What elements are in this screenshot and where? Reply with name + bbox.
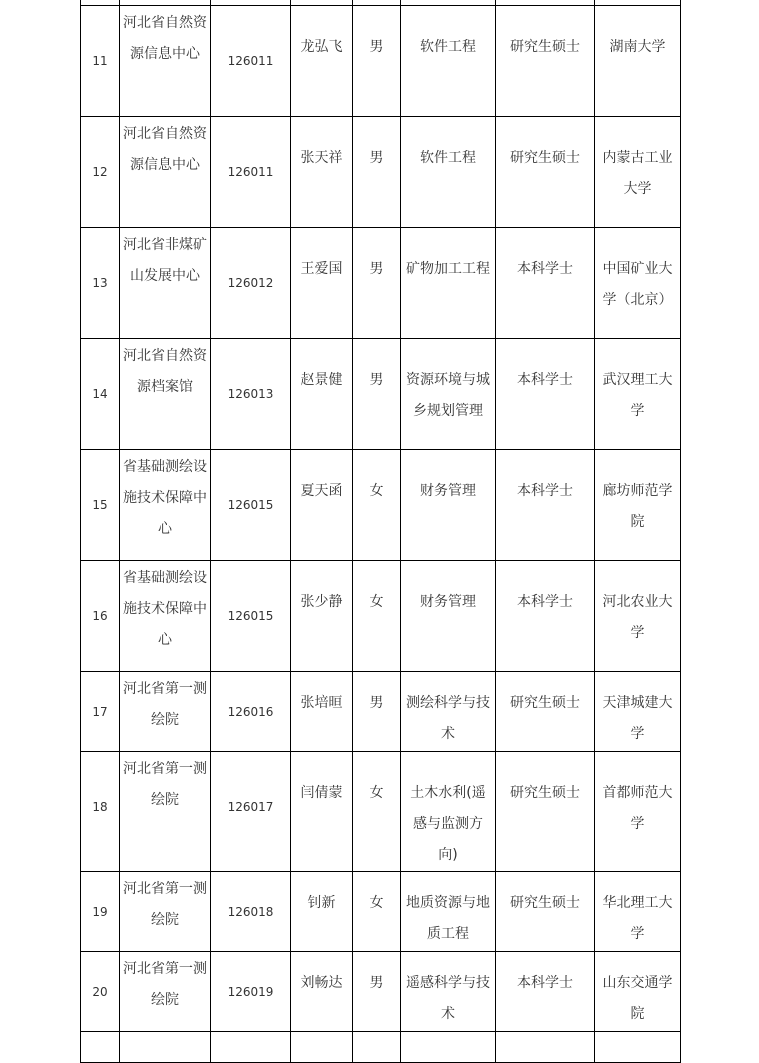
table-row — [81, 561, 681, 672]
gender-cell — [353, 752, 401, 872]
gender-cell-text: 男 — [369, 695, 384, 711]
unit-cell-text: 省基础测绘设施技术保障中心 — [123, 570, 207, 648]
row-number-cell — [81, 952, 120, 1032]
row-number-cell-text: 14 — [92, 387, 108, 401]
gender-cell-text: 女 — [369, 594, 384, 610]
major-cell — [401, 672, 496, 752]
row-number-cell — [81, 672, 120, 752]
unit-cell — [120, 872, 211, 952]
major-cell — [401, 1032, 496, 1063]
school-cell-text: 山东交通学院 — [602, 975, 673, 1022]
position-code-cell-text: 126011 — [227, 165, 274, 179]
position-code-cell-text: 126015 — [227, 498, 274, 512]
table-row — [81, 672, 681, 752]
gender-cell-text: 男 — [369, 150, 384, 166]
position-code-cell — [211, 117, 291, 228]
school-cell — [595, 117, 681, 228]
degree-cell — [496, 672, 595, 752]
gender-cell — [353, 952, 401, 1032]
person-name-cell-text: 王爱国 — [300, 261, 343, 277]
table-row — [81, 339, 681, 450]
degree-cell — [496, 952, 595, 1032]
row-number-cell-text: 11 — [92, 54, 108, 68]
school-cell-text: 首都师范大学 — [602, 785, 673, 832]
school-cell-text: 华北理工大学 — [602, 895, 673, 942]
major-cell-text: 财务管理 — [420, 594, 476, 610]
degree-cell-text: 研究生硕士 — [510, 895, 580, 911]
school-cell — [595, 6, 681, 117]
unit-cell — [120, 6, 211, 117]
position-code-cell — [211, 339, 291, 450]
degree-cell-text: 研究生硕士 — [510, 150, 580, 166]
major-cell — [401, 117, 496, 228]
gender-cell-text: 男 — [369, 39, 384, 55]
person-name-cell-text: 张少静 — [300, 594, 343, 610]
row-number-cell-text: 15 — [92, 498, 108, 512]
table-row — [81, 1032, 681, 1063]
school-cell — [595, 561, 681, 672]
gender-cell-text: 女 — [369, 895, 384, 911]
major-cell — [401, 450, 496, 561]
gender-cell — [353, 228, 401, 339]
table-body — [81, 0, 681, 1063]
school-cell-text: 河北农业大学 — [602, 594, 673, 641]
gender-cell — [353, 561, 401, 672]
school-cell — [595, 672, 681, 752]
degree-cell — [496, 117, 595, 228]
degree-cell — [496, 1032, 595, 1063]
person-name-cell — [291, 228, 353, 339]
personnel-table — [80, 0, 681, 1063]
unit-cell — [120, 339, 211, 450]
unit-cell-text: 河北省自然资源信息中心 — [123, 15, 207, 62]
unit-cell-text: 河北省第一测绘院 — [123, 761, 207, 808]
row-number-cell-text: 12 — [92, 165, 108, 179]
person-name-cell-text: 龙弘飞 — [300, 39, 343, 55]
position-code-cell-text: 126019 — [227, 985, 274, 999]
position-code-cell-text: 126017 — [227, 800, 274, 814]
table-row — [81, 6, 681, 117]
position-code-cell-text: 126015 — [227, 609, 274, 623]
gender-cell — [353, 450, 401, 561]
table-row — [81, 872, 681, 952]
gender-cell — [353, 117, 401, 228]
unit-cell-text: 省基础测绘设施技术保障中心 — [123, 459, 207, 537]
unit-cell-text: 河北省自然资源信息中心 — [123, 126, 207, 173]
gender-cell-text: 男 — [369, 261, 384, 277]
table-row — [81, 117, 681, 228]
person-name-cell — [291, 672, 353, 752]
major-cell-text: 遥感科学与技术 — [406, 975, 490, 1022]
row-number-cell-text: 13 — [92, 276, 108, 290]
degree-cell-text: 本科学士 — [517, 372, 573, 388]
table-row — [81, 752, 681, 872]
unit-cell — [120, 672, 211, 752]
gender-cell-text: 男 — [369, 372, 384, 388]
person-name-cell — [291, 6, 353, 117]
table-row — [81, 450, 681, 561]
major-cell-text: 矿物加工工程 — [406, 261, 490, 277]
major-cell — [401, 6, 496, 117]
degree-cell — [496, 6, 595, 117]
person-name-cell — [291, 339, 353, 450]
major-cell — [401, 561, 496, 672]
major-cell — [401, 339, 496, 450]
row-number-cell-text: 19 — [92, 905, 108, 919]
gender-cell — [353, 672, 401, 752]
person-name-cell — [291, 752, 353, 872]
unit-cell-text: 河北省第一测绘院 — [123, 881, 207, 928]
major-cell-text: 地质资源与地质工程 — [406, 895, 490, 942]
school-cell-text: 廊坊师范学院 — [602, 483, 673, 530]
major-cell — [401, 228, 496, 339]
row-number-cell-text: 18 — [92, 800, 108, 814]
major-cell-text: 软件工程 — [420, 150, 476, 166]
row-number-cell-text: 17 — [92, 705, 108, 719]
table-row — [81, 228, 681, 339]
position-code-cell-text: 126013 — [227, 387, 274, 401]
degree-cell — [496, 450, 595, 561]
row-number-cell — [81, 450, 120, 561]
degree-cell — [496, 752, 595, 872]
degree-cell — [496, 561, 595, 672]
gender-cell-text: 女 — [369, 483, 384, 499]
school-cell — [595, 752, 681, 872]
row-number-cell — [81, 6, 120, 117]
position-code-cell-text: 126018 — [227, 905, 274, 919]
major-cell-text: 土木水利(遥感与监测方向) — [410, 785, 486, 863]
person-name-cell-text: 刘畅达 — [300, 975, 343, 991]
degree-cell — [496, 339, 595, 450]
row-number-cell — [81, 1032, 120, 1063]
unit-cell — [120, 450, 211, 561]
position-code-cell — [211, 6, 291, 117]
degree-cell-text: 研究生硕士 — [510, 785, 580, 801]
row-number-cell — [81, 339, 120, 450]
school-cell — [595, 952, 681, 1032]
degree-cell — [496, 228, 595, 339]
person-name-cell — [291, 450, 353, 561]
person-name-cell — [291, 561, 353, 672]
person-name-cell-text: 钊新 — [307, 895, 336, 911]
major-cell — [401, 752, 496, 872]
major-cell-text: 财务管理 — [420, 483, 476, 499]
position-code-cell-text: 126011 — [227, 54, 274, 68]
table-row — [81, 952, 681, 1032]
degree-cell-text: 本科学士 — [517, 261, 573, 277]
position-code-cell — [211, 752, 291, 872]
unit-cell — [120, 561, 211, 672]
position-code-cell — [211, 872, 291, 952]
school-cell-text: 内蒙古工业大学 — [602, 150, 673, 197]
position-code-cell — [211, 561, 291, 672]
position-code-cell-text: 126016 — [227, 705, 274, 719]
position-code-cell-text: 126012 — [227, 276, 274, 290]
unit-cell — [120, 228, 211, 339]
person-name-cell-text: 赵景健 — [300, 372, 343, 388]
row-number-cell — [81, 117, 120, 228]
row-number-cell — [81, 228, 120, 339]
position-code-cell — [211, 1032, 291, 1063]
unit-cell-text: 河北省非煤矿山发展中心 — [123, 237, 207, 284]
unit-cell — [120, 752, 211, 872]
school-cell — [595, 872, 681, 952]
school-cell — [595, 228, 681, 339]
row-number-cell-text: 16 — [92, 609, 108, 623]
person-name-cell — [291, 1032, 353, 1063]
row-number-cell — [81, 561, 120, 672]
unit-cell-text: 河北省第一测绘院 — [123, 681, 207, 728]
degree-cell-text: 本科学士 — [517, 483, 573, 499]
school-cell-text: 中国矿业大学（北京） — [602, 261, 673, 308]
school-cell-text: 天津城建大学 — [602, 695, 673, 742]
person-name-cell — [291, 872, 353, 952]
unit-cell — [120, 952, 211, 1032]
gender-cell — [353, 6, 401, 117]
row-number-cell-text: 20 — [92, 985, 108, 999]
gender-cell — [353, 339, 401, 450]
degree-cell-text: 本科学士 — [517, 975, 573, 991]
person-name-cell-text: 闫倩蒙 — [300, 785, 343, 801]
gender-cell — [353, 872, 401, 952]
major-cell-text: 软件工程 — [420, 39, 476, 55]
position-code-cell — [211, 228, 291, 339]
unit-cell-text: 河北省第一测绘院 — [123, 961, 207, 1008]
unit-cell — [120, 1032, 211, 1063]
gender-cell — [353, 1032, 401, 1063]
degree-cell — [496, 872, 595, 952]
degree-cell-text: 研究生硕士 — [510, 39, 580, 55]
person-name-cell-text: 张天祥 — [300, 150, 343, 166]
unit-cell — [120, 117, 211, 228]
school-cell — [595, 450, 681, 561]
degree-cell-text: 研究生硕士 — [510, 695, 580, 711]
person-name-cell-text: 张培晅 — [300, 695, 343, 711]
major-cell-text: 资源环境与城乡规划管理 — [406, 372, 490, 419]
row-number-cell — [81, 752, 120, 872]
school-cell — [595, 339, 681, 450]
major-cell — [401, 872, 496, 952]
school-cell-text: 武汉理工大学 — [602, 372, 673, 419]
position-code-cell — [211, 952, 291, 1032]
unit-cell-text: 河北省自然资源档案馆 — [123, 348, 207, 395]
major-cell-text: 测绘科学与技术 — [406, 695, 490, 742]
major-cell — [401, 952, 496, 1032]
gender-cell-text: 女 — [369, 785, 384, 801]
school-cell — [595, 1032, 681, 1063]
person-name-cell — [291, 117, 353, 228]
person-name-cell — [291, 952, 353, 1032]
row-number-cell — [81, 872, 120, 952]
gender-cell-text: 男 — [369, 975, 384, 991]
school-cell-text: 湖南大学 — [609, 39, 666, 55]
position-code-cell — [211, 450, 291, 561]
degree-cell-text: 本科学士 — [517, 594, 573, 610]
position-code-cell — [211, 672, 291, 752]
person-name-cell-text: 夏天函 — [300, 483, 343, 499]
